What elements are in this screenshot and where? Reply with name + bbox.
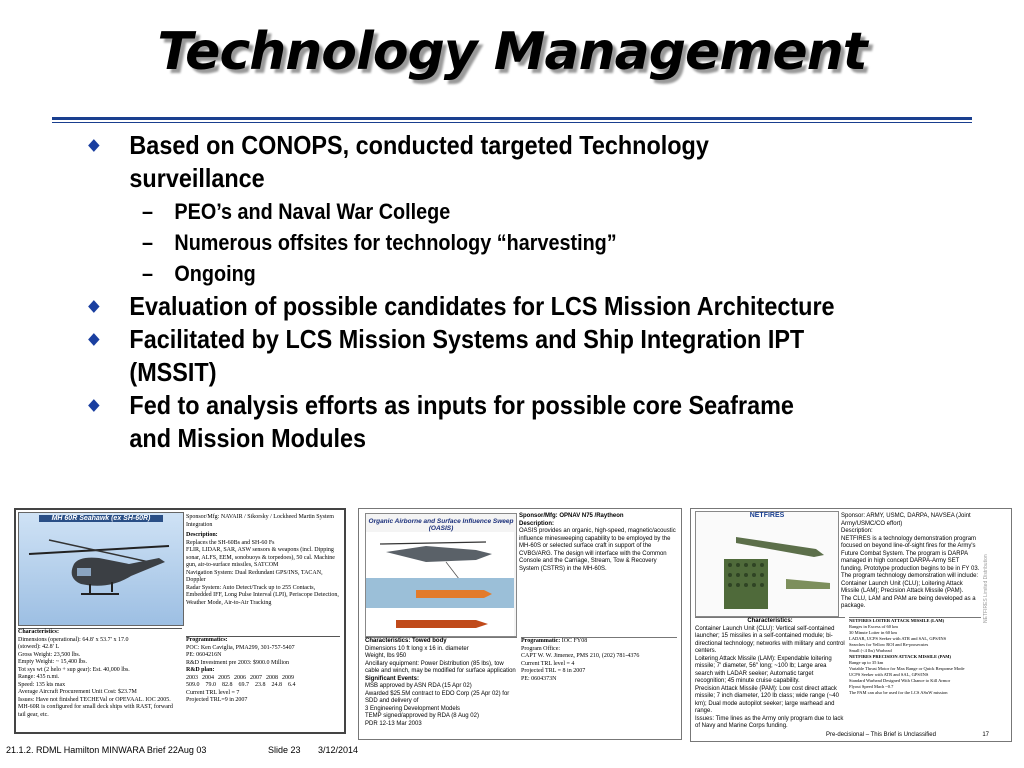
card-caption: NETFIRES — [749, 512, 785, 519]
title-rule-thin — [52, 122, 972, 123]
oasis-photo — [365, 513, 517, 637]
sub-bullet-item: – Numerous offsites for technology “harvesting” — [88, 227, 1024, 258]
oasis-diagram-icon — [366, 532, 514, 636]
rdplan-values: 509.0 79.0 82.8 69.7 23.8 24.8 6.4 — [186, 682, 296, 688]
netfires-card — [690, 508, 1012, 742]
card-caption: Organic Airborne and Surface Influence Sweep (OASIS) — [368, 518, 514, 532]
diamond-bullet-icon — [88, 139, 99, 152]
footer-date: 3/12/2014 — [318, 745, 359, 755]
dash-bullet-icon: – — [142, 261, 154, 286]
mh60r-characteristics: Characteristics: Dimensions (operational): 64.8′ x 53.7′ x 17.0 (stowed): 42.8′ L Gross Weight: 23,500 lbs. Empty Weight: ~ 15,400 lbs. Tot sys wt (2 helo + sup gear): Est. 40,000 lbs. Range: 435 n.mi. Speed: 135 kts max Average Aircraft Procurement Unit Cost: $23.7M Issues: Have not finished TECHEVal or OPEVAAL. IOC 2005. MH-60R is configured for small deck ships with RAST, forward tail gear, etc. — [18, 628, 182, 719]
rdplan-years: 2003 2004 2005 2006 2007 2008 2009 — [186, 674, 294, 681]
sub-bullet-item: – Ongoing — [88, 258, 1024, 289]
sub-bullet-item: – PEO’s and Naval War College — [88, 196, 1024, 227]
mh60r-programmatics: Programmatics: POC: Ken Caviglia, PMA299, 301-757-5407 PE: 0604216N R&D Investment pre 2003: $900.0 Million R&D plan: 2003 2004 2005 2006 2007 2008 2009 509.0 79.0 82.8 69.7 23.8 24.8 6.4 Current TRL level = 7 Projected TRL=9 in 2007 — [186, 636, 340, 705]
missile-launcher-icon — [696, 519, 836, 613]
diamond-bullet-icon — [88, 300, 99, 313]
netfires-info: Sponsor: ARMY, USMC, DARPA, NAVSEA (Joint Army/USMC/CO effort) Description: NETFIRES is a technology demonstration program focused on beyond line-of-sight fires for the Army's Future Combat System. The program is DARPA managed in high concept DARPA-Army SET funding. Prototype production begins to be in FY 03. The program technology demonstration will include: Container Launch Unit (CLU); Loitering Attack Missile (LAM); Precision Attack Missile (PAM). The CLU, LAM and PAM are being developed as a package. — [841, 513, 980, 609]
helicopter-icon — [19, 524, 181, 622]
classification-footer: Pre-decisional – This Brief is Unclassified — [826, 731, 936, 738]
slide-title: Technology Management — [157, 22, 867, 82]
title-rule — [52, 117, 972, 120]
footer-brief-label: 21.1.2. RDML Hamilton MINWARA Brief 22Aug 03 — [6, 745, 207, 755]
netfires-characteristics: Characteristics: Container Launch Unit (CLU): Vertical self-contained launcher; 15 missiles in a self-contained module; bi-directional technology; networks with military and control centers. Loitering Attack Missile (LAM): Expendable loitering missile; 7′ diameter, 56″ long; ~100 lb; Large area search with LADAR seeker; Automatic target recognition; 45 minute cruise capability. Precision Attack Missile (PAM): Low cost direct attack missile; 7 inch diameter, 120 lb class; wide range (~40 km); Dual mode autopilot seeker; large warhead and range. Issues: Time lines as the Army only program due to lack of Navy and Marine Corps funding. — [695, 618, 845, 729]
netfires-right-column: NETFIRES LOITER ATTACK MISSILE (LAM) Ranges in Excess of 60 km 30 Minute Loiter in 60 km LADAR, UCPS Seeker with ATR and SAL, GPS/INS Searches for Yellow ROI and Re-prosecutes Small (<4 lbs) Warhead NETFIRES PRECISION ATTACK MISSILE (PAM) Range up to 35 km Variable Thrust Motor for Max Range or Quick Response Mode UCPS Seeker with ATR and SAL, GPS/INS Standard Warhead Designed With Chance to Kill Armor Flyout Speed Mach ~0.7 The PAM can also be used for the LCS ASuW mission — [849, 617, 981, 696]
diamond-bullet-icon — [88, 333, 99, 346]
bullet-item: Facilitated by LCS Mission Systems and Ship Integration IPT — [88, 324, 1024, 355]
oasis-programmatics: Programmatic: IOC FY08 Program Office: CAPT W. W. Jimenez, PMS 210, (202) 781-4376 Current TRL level = 4 Projected TRL = 8 in 2007 PE: 0604373N — [521, 637, 677, 683]
bullet-item-continuation: and Mission Modules — [129, 423, 367, 453]
card-caption: MH 60R Seahawk (ex SH-60R) — [39, 515, 163, 522]
diamond-bullet-icon — [88, 399, 99, 412]
helicopter-photo — [18, 512, 184, 626]
bullet-item-continuation: surveillance — [129, 163, 265, 193]
bullet-list — [88, 130, 998, 456]
bullet-item: Fed to analysis efforts as inputs for possible core Seaframe — [88, 390, 1024, 421]
oasis-characteristics: Characteristics: Towed body Dimensions 10 ft long x 16 in. diameter Weight, lbs 950 Ancillary equipment: Power Distribution (85 lbs), tow cable and winch, may be modified for surface application Significant Events: MSB approved by ASN RDA (15 Apr 02) Awarded $25.5M contract to EDO Corp (25 Apr 02) for SDD and delivery of 3 Engineering Development Models TEMP signed/approved by RDA (8 Aug 02) PDR 12-13 Mar 2003 — [365, 638, 516, 727]
card-page-number: 17 — [982, 731, 989, 738]
oasis-card — [358, 508, 682, 740]
bullet-item: Based on CONOPS, conducted targeted Technology — [88, 130, 1024, 161]
footer-slide-number: Slide 23 — [268, 745, 301, 755]
mh60r-card — [14, 508, 346, 734]
bullet-item: Evaluation of possible candidates for LCS Mission Architecture — [88, 291, 1024, 322]
distribution-stamp: NETFIRES Limited Distribution — [983, 554, 989, 623]
netfires-photo — [695, 511, 839, 617]
oasis-info: Sponsor/Mfg: OPNAV N75 /Raytheon Description: OASIS provides an organic, high-speed, magnetic/acoustic influence minesweeping capability to be employed by the MH-60S or selected surface craft in support of the CVBG/ARG. The design will interface with the Common Console and the Carriage, Stream, Tow & Recovery System (CSTRS) in the MH-60S. — [519, 513, 676, 572]
mh60r-info: Sponsor/Mfg: NAVAIR / Sikorsky / Lockheed Martin System Integration Description: Replaces the SH-60Bs and SH-60 Fs FLIR, LIDAR, SAR, ASW sensors & weapons (incl. Dipping sonar, ALFS, EEM, sonobuoys & torpedoes), 50 cal. Machine gun, air-to-surface missiles, SATCOM Navigation System: Dual Redundant GPS/INS, TACAN, Doppler Radar System: Auto Detect/Track up to 255 Contacts, Embedded IFF, Long Pulse Interval (LPI), Periscope Detection, Weather Mode, Air-to-Air Tracking — [186, 514, 339, 606]
dash-bullet-icon: – — [142, 199, 154, 224]
bullet-item-continuation: (MSSIT) — [129, 357, 217, 387]
dash-bullet-icon: – — [142, 230, 154, 255]
